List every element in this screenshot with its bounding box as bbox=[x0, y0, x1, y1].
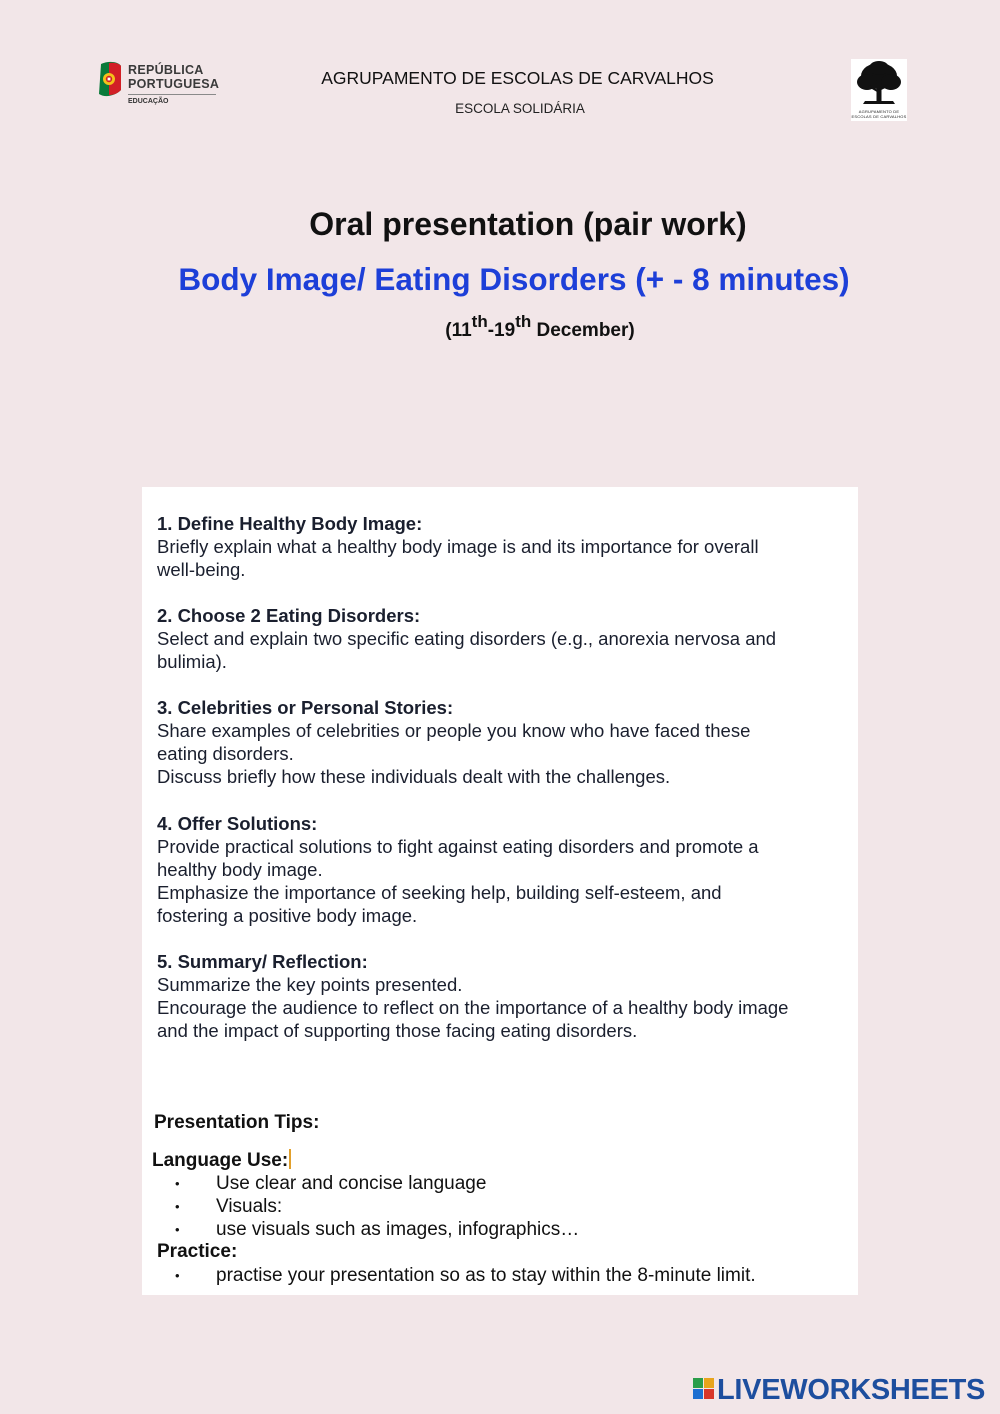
list-item-text: Visuals: bbox=[216, 1196, 283, 1217]
text-cursor bbox=[289, 1149, 291, 1169]
language-use-heading bbox=[152, 1149, 291, 1172]
logo-text-republica: REPÚBLICA bbox=[128, 63, 204, 77]
section-line: Encourage the audience to reflect on the importance of a healthy body image bbox=[157, 997, 789, 1018]
tree-icon bbox=[855, 60, 903, 108]
list-item-text: Use clear and concise language bbox=[216, 1173, 487, 1194]
school-tree-logo bbox=[851, 59, 907, 121]
date-suffix-1: th bbox=[471, 312, 488, 331]
practice-heading: Practice: bbox=[157, 1241, 238, 1262]
section-offer-solutions bbox=[157, 812, 847, 927]
live-badge-icon bbox=[693, 1378, 715, 1400]
section-line: eating disorders. bbox=[157, 743, 294, 764]
bullet-icon: • bbox=[175, 1199, 180, 1214]
date-close: December) bbox=[531, 320, 635, 341]
school-name: ESCOLA SOLIDÁRIA bbox=[455, 101, 585, 116]
section-line: fostering a positive body image. bbox=[157, 905, 418, 926]
logo-text-portuguesa: PORTUGUESA bbox=[128, 77, 220, 91]
date-open: (11 bbox=[445, 320, 472, 341]
section-line: well-being. bbox=[157, 559, 246, 580]
section-line: healthy body image. bbox=[157, 859, 323, 880]
bullet-icon: • bbox=[175, 1222, 180, 1237]
section-line: Share examples of celebrities or people you know who have faced these bbox=[157, 720, 751, 741]
logo-text-educacao: EDUCAÇÃO bbox=[128, 98, 169, 105]
section-line: Discuss briefly how these individuals dealt with the challenges. bbox=[157, 766, 671, 787]
date-suffix-2: th bbox=[515, 312, 532, 331]
section-line: Provide practical solutions to fight against eating disorders and promote a bbox=[157, 836, 759, 857]
section-heading: 3. Celebrities or Personal Stories: bbox=[157, 697, 454, 718]
section-define-healthy-body-image bbox=[157, 512, 847, 581]
section-line: and the impact of supporting those facing eating disorders. bbox=[157, 1020, 638, 1041]
list-item-text: practise your presentation so as to stay within the 8-minute limit. bbox=[216, 1265, 756, 1286]
page-subtitle: Body Image/ Eating Disorders (+ - 8 minutes) bbox=[178, 261, 850, 297]
section-choose-eating-disorders bbox=[157, 604, 847, 673]
presentation-tips-heading: Presentation Tips: bbox=[154, 1112, 320, 1133]
date-mid: -19 bbox=[487, 320, 516, 341]
section-heading: 1. Define Healthy Body Image: bbox=[157, 513, 423, 534]
language-use-label: Language Use: bbox=[152, 1150, 289, 1171]
page-title: Oral presentation (pair work) bbox=[309, 206, 747, 242]
section-line: Briefly explain what a healthy body image is and its importance for overall bbox=[157, 536, 759, 557]
organization-name: AGRUPAMENTO DE ESCOLAS DE CARVALHOS bbox=[321, 68, 714, 88]
section-line: Select and explain two specific eating disorders (e.g., anorexia nervosa and bbox=[157, 628, 777, 649]
section-line: bulimia). bbox=[157, 651, 227, 672]
bullet-icon: • bbox=[175, 1268, 180, 1283]
brand-wordmark: LIVEWORKSHEETS bbox=[717, 1374, 986, 1406]
section-heading: 2. Choose 2 Eating Disorders: bbox=[157, 605, 421, 626]
bullet-icon: • bbox=[175, 1176, 180, 1191]
logo-divider bbox=[128, 94, 216, 95]
section-heading: 4. Offer Solutions: bbox=[157, 813, 318, 834]
logo-caption-line2: ESCOLAS DE CARVALHOS bbox=[851, 114, 907, 119]
date-range bbox=[0, 312, 1000, 342]
section-line: Summarize the key points presented. bbox=[157, 974, 463, 995]
section-celebrities-stories bbox=[157, 696, 847, 788]
logo-caption-line1: AGRUPAMENTO DE bbox=[858, 109, 900, 114]
list-item-text: use visuals such as images, infographics… bbox=[216, 1219, 580, 1240]
section-summary-reflection bbox=[157, 950, 847, 1042]
section-heading: 5. Summary/ Reflection: bbox=[157, 951, 368, 972]
section-line: Emphasize the importance of seeking help, building self-esteem, and bbox=[157, 882, 722, 903]
